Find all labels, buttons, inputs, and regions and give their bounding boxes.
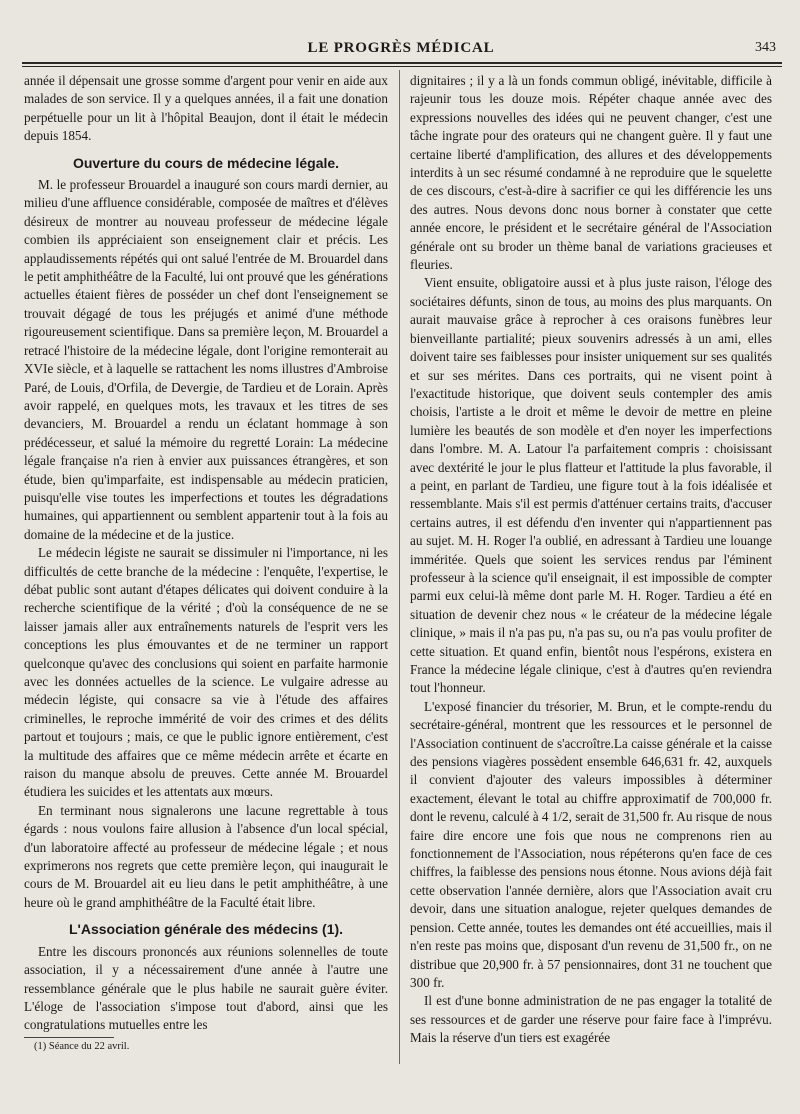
header-rule xyxy=(22,62,782,64)
section-heading-text: L'Association générale des médecins xyxy=(68,921,319,938)
footnote-rule xyxy=(24,1037,114,1038)
paragraph: En terminant nous signalerons une lacune regrettable à tous égards : nous voulons faire allusion à l'absence d'un local spécial, d'un laboratoire affecté au professeur de médecine légale ; et nous exprimerons nos regrets que cette première leçon, qui inaugurait le cours de M. Brouardel ait eu lieu dans le petit amphithéâtre, à une heure où le grand amphithéâtre de la Faculté était libre. xyxy=(24,802,388,910)
right-column xyxy=(410,72,772,1048)
paragraph: dignitaires ; il y a là un fonds commun obligé, inévitable, difficile à rajeunir tous les douze mois. Répéter chaque année avec des expressions nouvelles des idées qui ne peuvent changer, c'est une tâche ingrate pour des orateurs qui ne changent guère. Il y faut une certaine liberté d'amplification, des allures et des développements interdits à un sec résumé condamné à ne reproduire que le squelette de ces discours, c'est-à-dire à sacrifier ce qui les différencie les uns des autres. Nous devons donc nous borner à constater que cette année encore, le président et le secrétaire général de l'Association générale ont su broder un thème banal de variations gracieuses et fleuries. xyxy=(410,73,772,273)
paragraph: Entre les discours prononcés aux réunions solennelles de toute association, il y a nécessairement d'une année à l'autre une ressemblance générale que le plus habile ne saurait guère éviter. L'éloge de l'association s'impose tout d'abord, ainsi que les congratulations mutuelles entre les xyxy=(24,943,388,1033)
footnote-reference: (1). xyxy=(322,921,344,938)
footnote: (1) Séance du 22 avril. xyxy=(34,1040,130,1052)
paragraph: L'exposé financier du trésorier, M. Brun, et le compte-rendu du secrétaire-général, montrent que les ressources et le personnel de l'Association continuent de s'accroître.La caisse générale et la caisse des pensions viagères possèdent ensemble 646,631 fr. 42, auxquels il convient d'ajouter des valeurs impossibles à déterminer exactement, élevant le total au chiffre approximatif de 700,000 fr. dont le revenu, calculé à 4 1/2, serait de 31,500 fr. Au risque de nous faire dire encore une fois que nous ne comprenons rien au fonctionnement de l'Association, nous répéterons qu'en face de ces chiffres, la faiblesse des pensions nous étonne. Nous avions déjà fait cette observation l'année dernière, alors que l'Association avait cru devoir, dans une situation analogue, rejeter quelques demandes de pension. Cette année, toutes les demandes ont été accueillies, mais il n'en reste pas moins que, disposant d'un revenu de 31,500 fr., on ne distribue que 20,900 fr. à 57 pensionnaires, dont 31 ne touchent que 300 fr. xyxy=(410,698,772,990)
running-head xyxy=(22,36,780,58)
page-number: 343 xyxy=(755,40,776,55)
journal-title: LE PROGRÈS MÉDICAL xyxy=(307,40,495,56)
paragraph: M. le professeur Brouardel a inauguré son cours mardi dernier, au milieu d'une affluence considérable, composée de maîtres et d'élèves désireux de montrer au nouveau professeur de médecine légale combien ils appréciaient son enseignement clair et précis. Les applaudissements répétés qui ont salué l'entrée de M. Brouardel dans le petit amphithéâtre de la Faculté, lui ont prouvé que les générations actuelles étaient fières de posséder un chef dont l'enseignement se trouvait dégagé de tous les préjugés et animé d'une méthode rigoureusement scientifique. Dans sa première leçon, M. Brouardel a retracé l'histoire de la médecine légale, dont l'origine remonterait au XVIe siècle, et à laquelle se rattachent les noms illustres d'Ambroise Paré, de Louis, d'Orfila, de Devergie, de Tardieu et de Lorain. Après avoir rappelé, en quelques mots, les travaux et les titres de ses devanciers, M. Brouardel a rendu un éclatant hommage à son prédécesseur, et salué la mémoire du regretté Lorain: La médecine légale française n'a rien à envier aux puissances étrangères, et son étude, bien qu'imparfaite, est indispensable au médecin praticien, puisqu'elle vise toutes les imperfections et toutes les dégradations humaines, qui appartiennent ou semblent appartenir tout à la fois au domaine de la médecine et de la justice. xyxy=(24,177,389,542)
column-divider xyxy=(399,70,400,1064)
intro-paragraph: année il dépensait une grosse somme d'argent pour venir en aide aux malades de son service. Il y a quelques années, il a fait une donation perpétuelle pour un lit à l'hôpital Beaujon, dont il était le médecin depuis 1854. xyxy=(24,73,388,144)
paragraph: Vient ensuite, obligatoire aussi et à plus juste raison, l'éloge des sociétaires défunts, sinon de tous, au moins des plus marquants. On aurait mauvaise grâce à reprocher à ces oraisons funèbres leur bienveillante partialité; pieux souvenirs adressés à un ami, elles doivent taire ses faiblesses pour insister uniquement sur ses qualités et sur ses mérites. Dans ces portraits, qui ne visent point à l'exactitude historique, que doivent seuls contempler des amis choisis, l'artiste a le droit et même le devoir de mettre en pleine lumière les beautés de son modèle et d'en noyer les imperfections dans l'ombre. M. A. Latour l'a parfaitement compris : choisissant avec dextérité le jour le plus flatteur et l'attitude la plus favorable, il a peint, en parlant de Tardieu, une figure tout à la fois idéalisée et ressemblante. Mais s'il est permis d'atténuer certains traits, d'accuser certains autres, il est défendu d'en inventer qui n'appartiennent pas au sujet. M. H. Roger l'a oublié, en adressant à Tardieu une louange imméritée. Quels que soient les services rendus par l'éminent professeur à la science qu'il enseignait, il est impossible de compter parmi eux celui-là même dont parle M. H. Roger. Tardieu a été en situation de devenir chez nous « le créateur de la médecine légale clinique, » mais il n'a pas pu, n'a pas su, ou n'a pas voulu profiter de cette situation. Et quand enfin, bientôt nous l'espérons, existera en France la médecine légale clinique, c'est à d'autres qu'en reviendra tout l'honneur. xyxy=(410,275,772,696)
section-heading-cours: Ouverture du cours de médecine légale. xyxy=(72,154,340,171)
section-heading-association xyxy=(24,920,388,938)
paragraph: Le médecin légiste ne saurait se dissimuler ni l'importance, ni les difficultés de cette branche de la médecine : l'enquête, l'expertise, le débat public sont autant d'étapes délicates qui doivent conduire à la recherche scientifique de la vérité ; d'où la conséquence de ne se laisser jamais aller aux entraînements naturels de l'esprit vers les conceptions les plus émouvantes et de ne terminer un rapport quelconque qu'avec des conclusions qui soient en parfaite harmonie avec les données actuelles de la science. Le vulgaire adresse au médecin légiste, qui consacre sa vie à l'étude des affaires criminelles, le reproche immérité de voir des crimes et des délits partout et toujours ; mais, ce que le public ignore entièrement, c'est la multitude des affaires que ce même médecin arrête et écarte en raison du manque absolu de preuves. Cette année M. Brouardel étudiera les suicides et les attentats aux mœurs. xyxy=(24,545,388,800)
left-column xyxy=(24,72,388,1053)
header-rule-thin xyxy=(22,66,782,67)
paragraph: Il est d'une bonne administration de ne pas engager la totalité de ses ressources et de garder une réserve pour faire face à l'imprévu. Mais la réserve d'un tiers est exagérée xyxy=(410,993,772,1046)
